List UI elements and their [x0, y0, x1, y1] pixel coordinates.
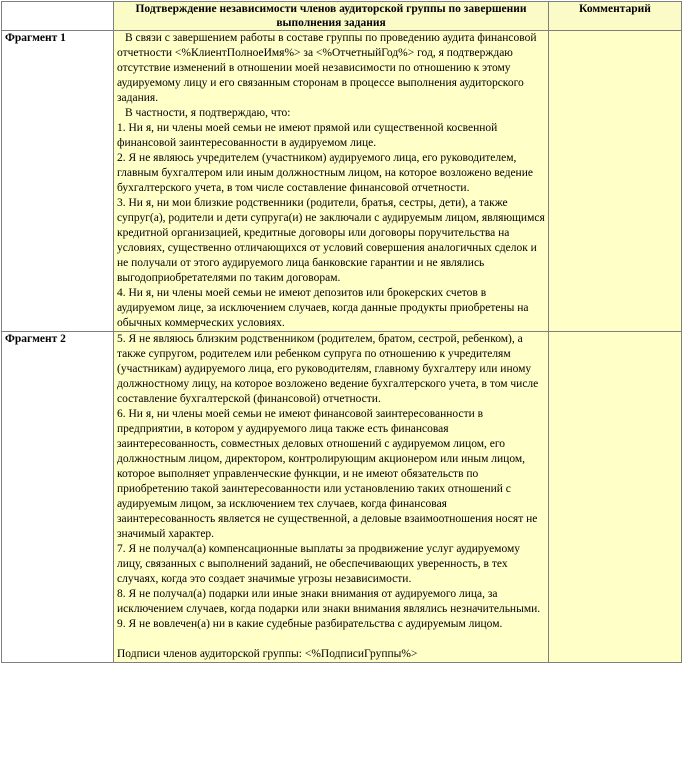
fragment-2-label: Фрагмент 2 — [2, 332, 114, 663]
fragment-1-item-4: 4. Ни я, ни члены моей семьи не имеют депозитов или брокерских счетов в аудируемом лице, за исключением случаев, когда данные продукты приобретены на обычных коммерческих условиях. — [117, 287, 529, 329]
fragment-1-row — [2, 31, 682, 332]
fragment-1-intro: В связи с завершением работы в составе группы по проведению аудита финансовой отчетности <%КлиентПолноеИмя%> за <%ОтчетныйГод%> год, я подтверждаю отсутствие изменений в отношении моей независимости по отношению к этому аудируемому лицу и его связанным сторонам в процессе выполнения аудиторского задания. — [117, 32, 537, 104]
fragment-1-item-2: 2. Я не являюсь учредителем (участником) аудируемого лица, его руководителем, главным бухгалтером или иным должностным лицом, на которое возложено ведение бухгалтерского учета, в том числе составление финансовой отчетности. — [117, 152, 533, 194]
fragment-1-comment[interactable] — [549, 31, 682, 332]
fragment-2-content[interactable] — [114, 332, 549, 663]
fragment-1-item-1: 1. Ни я, ни члены моей семьи не имеют прямой или существенной косвенной финансовой заинтересованности в аудируемом лице. — [117, 122, 498, 149]
independence-table — [1, 1, 682, 663]
fragment-2-item-7: 7. Я не получал(а) компенсационные выплаты за продвижение услуг аудируемому лицу, связанных с выполнений заданий, не обеспечивающих уверенность, в тех случаях, когда это создает значимые угрозы независимости. — [117, 543, 521, 585]
fragment-2-comment[interactable] — [549, 332, 682, 663]
header-comment-cell: Комментарий — [549, 2, 682, 31]
header-row — [2, 2, 682, 31]
header-content-cell: Подтверждение независимости членов аудиторской группы по завершении выполнения задания — [114, 2, 549, 31]
fragment-2-item-6: 6. Ни я, ни члены моей семьи не имеют финансовой заинтересованности в предприятии, в котором у аудируемого лица также есть финансовая заинтересованность, совместных деловых отношений с аудируемом лицом, его должностным лицом, директором, контролирующим акционером или иным лицом, которое выполняет управленческие функции, и не имеют обязательств по приобретению такой заинтересованности или установлению таких отношений с аудируемым лицом, за исключением тех случаев, когда финансовая заинтересованность является не существенной, а деловые взаимоотношения носят не значимый характер. — [117, 408, 538, 540]
header-corner-cell — [2, 2, 114, 31]
fragment-1-label: Фрагмент 1 — [2, 31, 114, 332]
fragment-2-item-5: 5. Я не являюсь близким родственником (родителем, братом, сестрой, ребенком), а также супругом, родителем или ребенком супруга по отношению к учредителям (участникам) аудируемого лица, его руководителям, главному бухгалтеру или иному должностному лицу, на которое возложено ведение бухгалтерского учета, в том числе составление бухгалтерской (финансовой) отчетности. — [117, 333, 539, 405]
fragment-2-row — [2, 332, 682, 663]
fragment-2-item-9: 9. Я не вовлечен(а) ни в какие судебные разбирательства с аудируемым лицом. — [117, 618, 503, 630]
fragment-1-content[interactable] — [114, 31, 549, 332]
fragment-2-item-8: 8. Я не получал(а) подарки или иные знаки внимания от аудируемого лица, за исключением случаев, когда подарки или знаки внимания являлись незначительными. — [117, 588, 541, 615]
blank-line — [117, 632, 545, 647]
fragment-1-item-3: 3. Ни я, ни мои близкие родственники (родители, братья, сестры, дети), а также супруг(а), родители и дети супруга(и) не заключали с аудируемым лицом, являющимся кредитной организацией, кредитные договоры или договоры поручительства на условиях, существенно отличающихся от условий совершения аналогичных сделок и не получали от этого аудируемого лица банковские гарантии и не являлись выгодоприобретателями по таким договорам. — [117, 197, 545, 284]
fragment-1-lead: В частности, я подтверждаю, что: — [125, 107, 291, 119]
signature-line: Подписи членов аудиторской группы: <%ПодписиГруппы%> — [117, 648, 418, 660]
